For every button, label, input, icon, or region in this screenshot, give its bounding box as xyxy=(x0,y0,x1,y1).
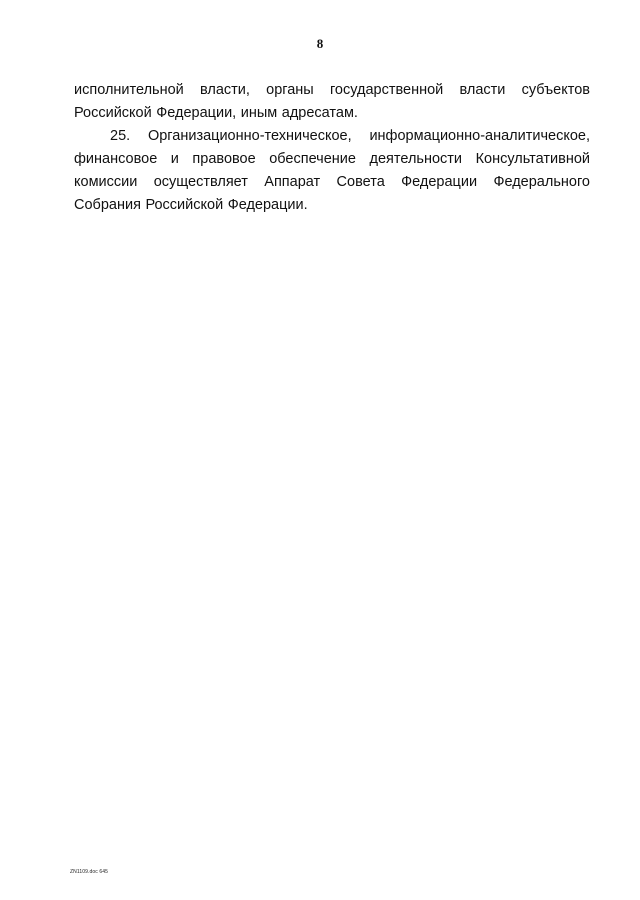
page-number: 8 xyxy=(316,36,324,51)
document-body xyxy=(74,79,590,217)
paragraph-item-25: 25. Организационно-техническое, информационно-аналитическое, финансовое и правовое обеспечение деятельности Консультативной комиссии осуществляет Аппарат Совета Федерации Федерального Собрания Российской Федерации. xyxy=(74,128,590,213)
paragraph-continuation: исполнительной власти, органы государственной власти субъектов Российской Федерации, иным адресатам. xyxy=(74,82,590,121)
footer-document-code: ZN1109.doc 645 xyxy=(70,869,108,875)
